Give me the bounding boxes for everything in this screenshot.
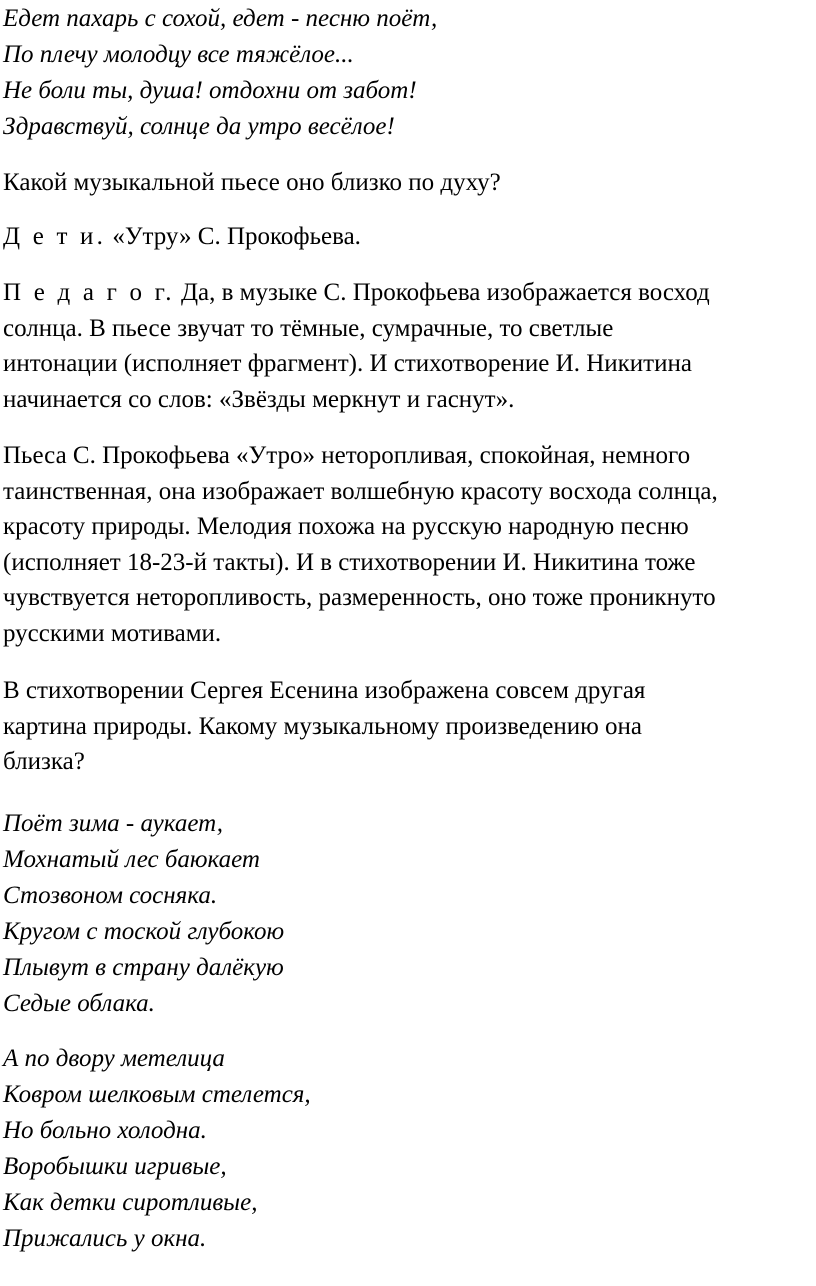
paragraph-line	[3, 219, 361, 255]
paragraph-line: русскими мотивами.	[3, 619, 222, 647]
poem-stanza-esenin-2	[3, 1041, 311, 1257]
poem-line: А по двору метелица	[3, 1045, 225, 1072]
poem-line: Мохнатый лес баюкает	[3, 846, 260, 873]
esenin-paragraph	[3, 673, 645, 780]
paragraph-line: Какой музыкальной пьесе оно близко по духу?	[3, 169, 501, 196]
paragraph-line	[3, 275, 710, 311]
paragraph-line: чувствуется неторопливость, размеренность, оно тоже проникнуто	[3, 584, 716, 611]
poem-line: Здравствуй, солнце да утро весёлое!	[3, 113, 395, 140]
poem-line: Воробышки игривые,	[3, 1153, 227, 1180]
paragraph-line: красоту природы. Мелодия похожа на русскую народную песню	[3, 513, 689, 540]
poem-line: Прижались у окна.	[3, 1225, 207, 1252]
poem-line: Едет пахарь с сохой, едет - песню поёт,	[3, 5, 438, 32]
poem-line: Кругом с тоской глубокою	[3, 918, 285, 945]
speaker-label: П е д а г о г.	[3, 279, 175, 306]
paragraph-line: близка?	[3, 748, 85, 775]
poem-stanza-esenin-1	[3, 806, 284, 1022]
children-reply-paragraph	[3, 219, 361, 255]
paragraph-line: начинается со слов: «Звёзды меркнут и гаснут».	[3, 385, 515, 413]
poem-line: Седые облака.	[3, 990, 155, 1017]
teacher-paragraph	[3, 275, 710, 417]
reply-text: Да, в музыке С. Прокофьева изображается восход	[174, 279, 710, 306]
question-paragraph	[3, 165, 501, 201]
paragraph-line: картина природы. Какому музыкальному произведению она	[3, 712, 642, 740]
poem-line: Стозвоном сосняка.	[3, 882, 218, 909]
poem-line: Поёт зима - аукает,	[3, 810, 224, 837]
paragraph-line: солнца. В пьесе звучат то тёмные, сумрачные, то светлые	[3, 314, 614, 342]
paragraph-line: В стихотворении Сергея Есенина изображена совсем другая	[3, 677, 646, 704]
paragraph-line: таинственная, она изображает волшебную красоту восхода солнца,	[3, 477, 718, 505]
prokofiev-paragraph	[3, 438, 718, 651]
poem-stanza-nikitin	[3, 1, 437, 145]
poem-line: Не боли ты, душа! отдохни от забот!	[3, 77, 417, 104]
poem-line: Плывут в страну далёкую	[3, 954, 284, 981]
paragraph-line: (исполняет 18-23-й такты). И в стихотворении И. Никитина тоже	[3, 548, 696, 576]
reply-text: «Утру» С. Прокофьева.	[106, 223, 361, 250]
poem-line: Но больно холодна.	[3, 1117, 207, 1144]
speaker-label: Д е т и.	[3, 223, 107, 250]
poem-line: Ковром шелковым стелется,	[3, 1081, 311, 1108]
paragraph-line: Пьеса С. Прокофьева «Утро» неторопливая, спокойная, немного	[3, 442, 691, 469]
poem-line: Как детки сиротливые,	[3, 1189, 258, 1216]
poem-line: По плечу молодцу все тяжёлое...	[3, 41, 354, 68]
paragraph-line: интонации (исполняет фрагмент). И стихотворение И. Никитина	[3, 350, 692, 377]
